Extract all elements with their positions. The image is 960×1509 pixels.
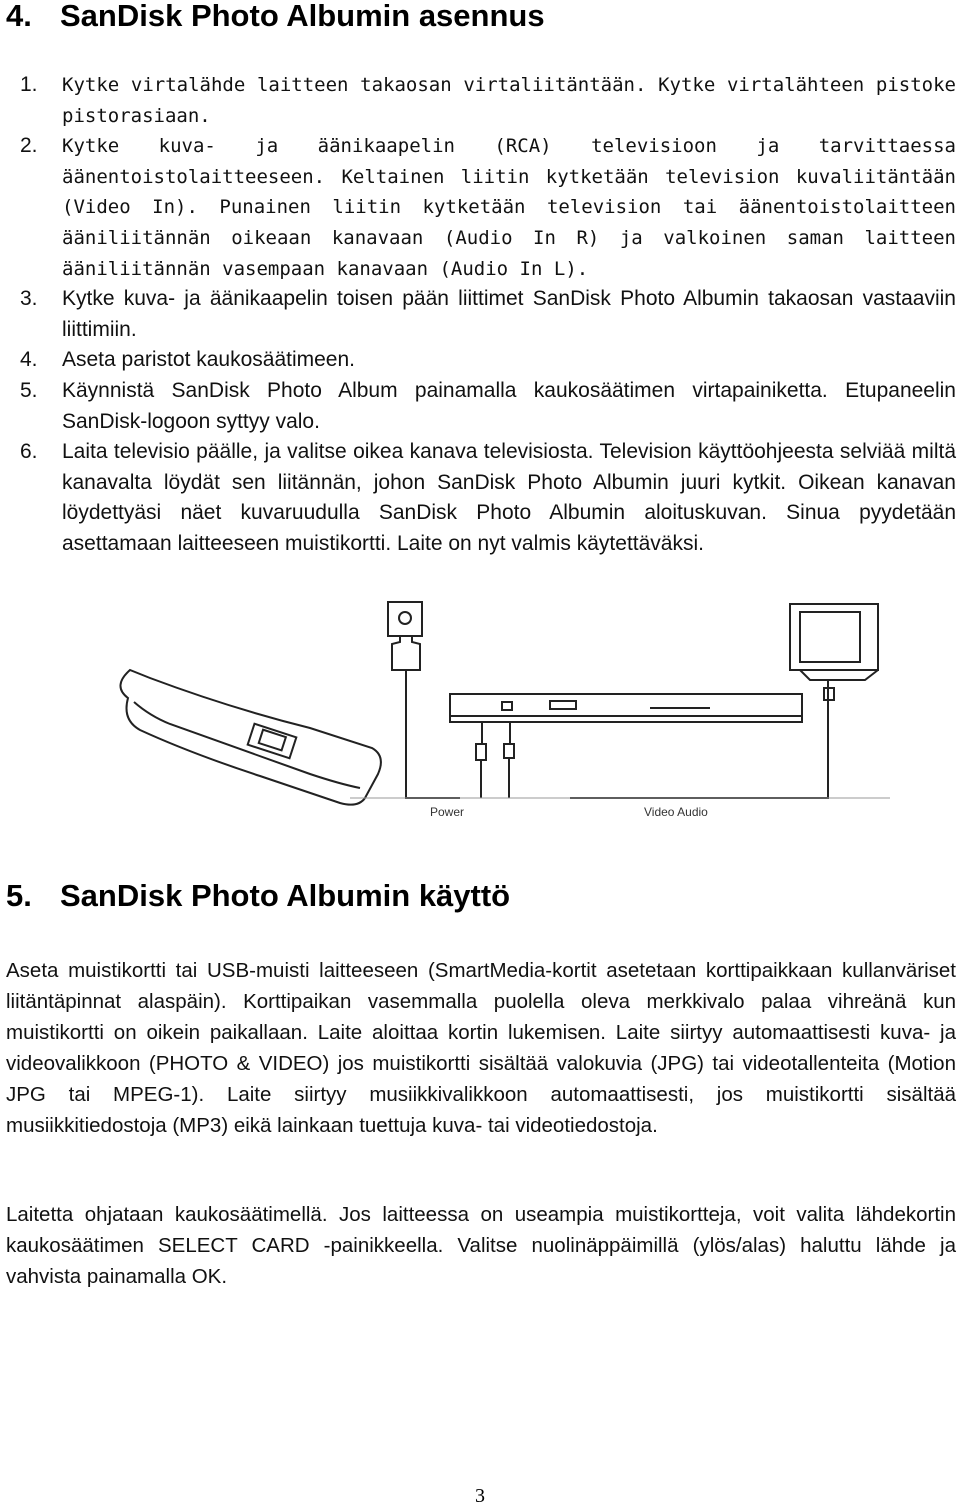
remote-control-icon: [120, 670, 380, 805]
step-number: 6.: [20, 440, 38, 464]
step-number: 5.: [20, 378, 38, 402]
page-number: 3: [475, 1485, 485, 1507]
step-number: 4.: [20, 348, 38, 372]
list-item: [8, 284, 956, 345]
section-5-heading: [6, 880, 510, 912]
television-icon: [570, 604, 878, 798]
list-item: [8, 437, 956, 559]
video-audio-label: Video Audio: [644, 805, 708, 819]
step-text: Kytke virtalähde laitteen takaosan virtaliitäntään. Kytke virtalähteen pistoke pistorasiaan.: [62, 74, 956, 127]
step-number: 1.: [20, 73, 38, 96]
step-text: Aseta paristot kaukosäätimeen.: [62, 348, 355, 372]
list-item: [8, 131, 956, 284]
section-5-title: SanDisk Photo Albumin käyttö: [60, 878, 511, 913]
section-4-title: SanDisk Photo Albumin asennus: [60, 0, 545, 33]
step-number: 3.: [20, 287, 38, 311]
section-4-number: 4.: [6, 0, 32, 33]
step-text: Kytke kuva- ja äänikaapelin toisen pään liittimet SanDisk Photo Albumin takaosan vastaaviin liittimiin.: [62, 287, 956, 341]
section-5-number: 5.: [6, 878, 32, 913]
installation-steps-list: [8, 70, 956, 560]
step-text: Kytke kuva- ja äänikaapelin (RCA) televisioon ja tarvittaessa äänentoistolaitteeseen. Keltainen liitin kytketään television kuvaliitäntään (Video In). Punainen liitin kytketään television tai äänentoistolaitteen ääniliitännän oikeaan kanavaan (Audio In R) ja valkoinen saman laitteen ääniliitännän vasempaan kanavaan (Audio In L).: [62, 135, 956, 280]
section-4-heading: [6, 0, 545, 32]
step-text: Laita televisio päälle, ja valitse oikea kanava televisiosta. Television käyttöohjeesta selviää miltä kanavalta löydät sen liitännän, johon SanDisk Photo Albumin juuri kytkit. Oikean kanavan löydettyäsi näet kuvaruudulla SanDisk Photo Albumin aloituskuvan. Sinua pyydetään asettamaan laitteeseen muistikortti. Laite on nyt valmis käytettäväksi.: [62, 440, 956, 555]
step-text: Käynnistä SanDisk Photo Album painamalla kaukosäätimen virtapainiketta. Etupaneelin SanDisk-logoon syttyy valo.: [62, 378, 956, 433]
power-label: Power: [430, 805, 465, 819]
list-item: [8, 70, 956, 131]
step-number: 2.: [20, 134, 38, 158]
usage-paragraph-2: Laitetta ohjataan kaukosäätimellä. Jos laitteessa on useampia muistikortteja, voit valita lähdekortin kaukosäätimen SELECT CARD -painikkeella. Valitse nuolinäppäimillä (ylös/alas) haluttu lähde ja vahvista painamalla OK.: [6, 1203, 956, 1288]
list-item: [8, 376, 956, 437]
list-item: [8, 345, 956, 376]
photo-album-device-icon: [450, 694, 802, 798]
installation-illustration: [110, 598, 960, 830]
usage-paragraph-1: Aseta muistikortti tai USB-muisti laitteeseen (SmartMedia-kortit asetetaan korttipaikkaan kullanväriset liitäntäpinnat alaspäin). Korttipaikan vasemmalla puolella oleva merkkivalo palaa vihreänä kun muistikortti on oikein paikallaan. Laite aloittaa kortin lukemisen. Laite siirtyy automaattisesti kuva- ja videovalikkoon (PHOTO & VIDEO) jos muistikortti sisältää valokuvia (JPG) tai videotallenteita (Motion JPG tai MPEG-1). Laite siirtyy musiikkivalikkoon automaattisesti, jos muistikortti sisältää musiikkitiedostoja (MP3) eikä lainkaan tuettuja kuva- tai videotiedostoja.: [6, 959, 956, 1137]
